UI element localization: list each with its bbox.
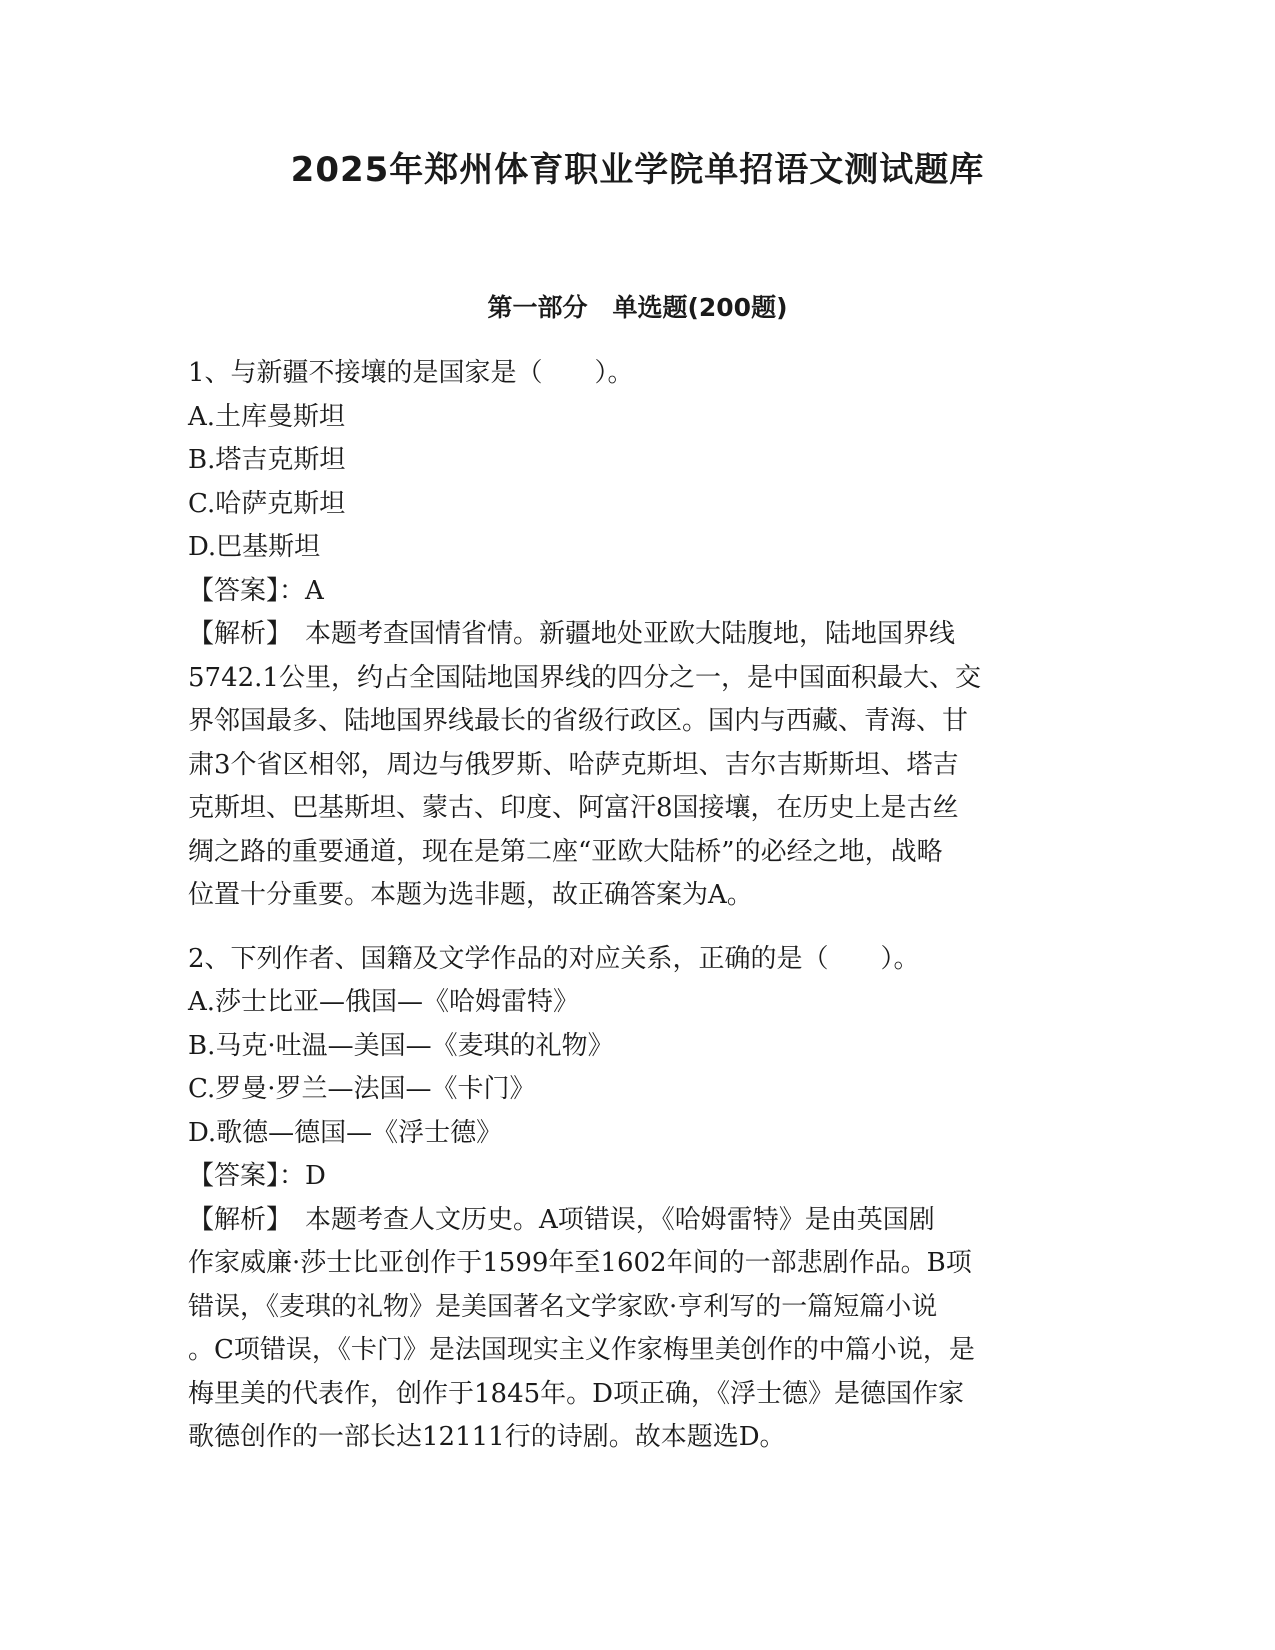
question-1-analysis-line: 界邻国最多、陆地国界线最长的省级行政区。国内与西藏、青海、甘 xyxy=(188,706,969,736)
question-1-option-b: B.塔吉克斯坦 xyxy=(188,445,346,475)
question-1-stem: 1、与新疆不接壤的是国家是（ ）。 xyxy=(188,358,634,388)
question-2-option-b: B.马克·吐温—美国—《麦琪的礼物》 xyxy=(188,1030,614,1061)
question-1-answer: 【答案】：A xyxy=(188,575,324,606)
question-2-analysis-line: 错误，《麦琪的礼物》是美国著名文学家欧·亨利写的一篇短篇小说 xyxy=(188,1291,938,1322)
question-1-analysis-line: 绸之路的重要通道，现在是第二座“亚欧大陆桥”的必经之地，战略 xyxy=(188,836,943,867)
question-2-analysis-line: 【解析】 本题考查人文历史。A项错误，《哈姆雷特》是由英国剧 xyxy=(188,1204,935,1235)
question-1-option-d: D.巴基斯坦 xyxy=(188,532,321,562)
question-2-analysis-line: 梅里美的代表作，创作于1845年。D项正确，《浮士德》是德国作家 xyxy=(188,1378,965,1409)
question-2 xyxy=(188,938,1088,1460)
question-1 xyxy=(188,352,1088,918)
question-1-analysis-line: 肃3个省区相邻，周边与俄罗斯、哈萨克斯坦、吉尔吉斯斯坦、塔吉 xyxy=(188,749,959,780)
question-2-option-d: D.歌德—德国—《浮士德》 xyxy=(188,1117,503,1148)
question-1-option-c: C.哈萨克斯坦 xyxy=(188,488,346,519)
question-2-answer: 【答案】：D xyxy=(188,1161,326,1191)
question-1-analysis-line: 5742.1公里，约占全国陆地国界线的四分之一，是中国面积最大、交 xyxy=(188,662,981,693)
question-2-analysis-line: 。C项错误，《卡门》是法国现实主义作家梅里美创作的中篇小说，是 xyxy=(188,1335,975,1365)
section-title: 第一部分 单选题(200题) xyxy=(487,293,788,322)
question-1-option-a: A.土库曼斯坦 xyxy=(188,401,346,432)
question-1-analysis-line: 位置十分重要。本题为选非题，故正确答案为A。 xyxy=(188,880,753,910)
question-2-option-c: C.罗曼·罗兰—法国—《卡门》 xyxy=(188,1074,536,1104)
question-2-stem: 2、下列作者、国籍及文学作品的对应关系，正确的是（ ）。 xyxy=(188,943,920,974)
question-2-analysis-line: 歌德创作的一部长达12111行的诗剧。故本题选D。 xyxy=(188,1422,786,1452)
question-2-option-a: A.莎士比亚—俄国—《哈姆雷特》 xyxy=(188,987,580,1017)
question-1-analysis-line: 克斯坦、巴基斯坦、蒙古、印度、阿富汗8国接壤，在历史上是古丝 xyxy=(188,793,959,823)
document-title: 2025年郑州体育职业学院单招语文测试题库 xyxy=(290,150,985,190)
question-2-analysis-line: 作家威廉·莎士比亚创作于1599年至1602年间的一部悲剧作品。B项 xyxy=(188,1248,972,1278)
question-spacer xyxy=(188,918,1088,938)
question-1-analysis-line: 【解析】 本题考查国情省情。新疆地处亚欧大陆腹地，陆地国界线 xyxy=(188,619,956,649)
question-list xyxy=(188,352,1088,1460)
